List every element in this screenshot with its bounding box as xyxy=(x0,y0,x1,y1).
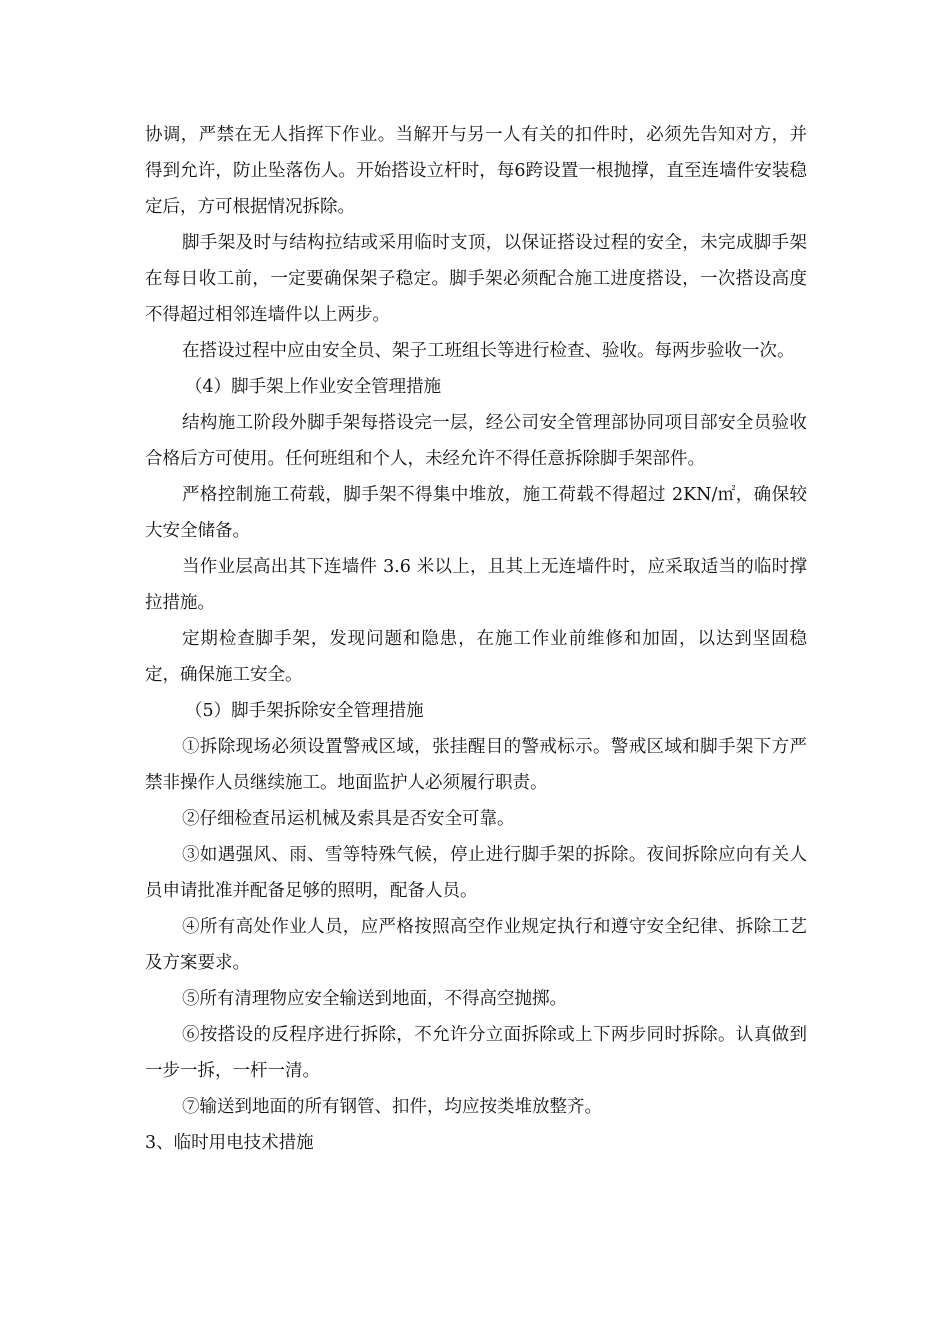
list-item-5: ⑤所有清理物应安全输送到地面，不得高空抛掷。 xyxy=(182,989,567,1009)
section-heading-5: （5）脚手架拆除安全管理措施 xyxy=(185,701,424,721)
list-item-2: ②仔细检查吊运机械及索具是否安全可靠。 xyxy=(182,809,515,829)
section-heading-4: （4）脚手架上作业安全管理措施 xyxy=(185,377,442,397)
list-item-4: ④所有高处作业人员，应严格按照高空作业规定执行和遵守安全纪律、拆除工艺及方案要求。 xyxy=(145,917,807,973)
list-item-7: ⑦输送到地面的所有钢管、扣件，均应按类堆放整齐。 xyxy=(182,1097,602,1117)
paragraph-scaffold-tie: 脚手架及时与结构拉结或采用临时支顶，以保证搭设过程的安全，未完成脚手架在每日收工前，一定要确保架子稳定。脚手架必须配合施工进度搭设，一次搭设高度不得超过相邻连墙件以上两步。 xyxy=(145,233,807,325)
list-item-1: ①拆除现场必须设置警戒区域，张挂醒目的警戒标示。警戒区域和脚手架下方严禁非操作人员继续施工。地面监护人必须履行职责。 xyxy=(145,737,807,793)
paragraph-periodic-check: 定期检查脚手架，发现问题和隐患，在施工作业前维修和加固，以达到坚固稳定，确保施工安全。 xyxy=(145,629,807,685)
document-body xyxy=(145,117,807,1161)
paragraph-acceptance: 结构施工阶段外脚手架每搭设完一层，经公司安全管理部协同项目部安全员验收合格后方可使用。任何班组和个人，未经允许不得任意拆除脚手架部件。 xyxy=(145,413,807,469)
paragraph-bracing: 当作业层高出其下连墙件 3.6 米以上，且其上无连墙件时，应采取适当的临时撑拉措施。 xyxy=(145,557,807,613)
paragraph-continuation: 协调，严禁在无人指挥下作业。当解开与另一人有关的扣件时，必须先告知对方，并得到允许，防止坠落伤人。开始搭设立杆时，每6跨设置一根抛撑，直至连墙件安装稳定后，方可根据情况拆除。 xyxy=(145,125,807,217)
list-item-6: ⑥按搭设的反程序进行拆除，不允许分立面拆除或上下两步同时拆除。认真做到一步一拆，一杆一清。 xyxy=(145,1025,807,1081)
list-item-3: ③如遇强风、雨、雪等特殊气候，停止进行脚手架的拆除。夜间拆除应向有关人员申请批准并配备足够的照明，配备人员。 xyxy=(145,845,807,901)
section-heading-3: 3、临时用电技术措施 xyxy=(145,1133,314,1153)
paragraph-inspection: 在搭设过程中应由安全员、架子工班组长等进行检查、验收。每两步验收一次。 xyxy=(182,341,795,361)
paragraph-load-control: 严格控制施工荷载，脚手架不得集中堆放，施工荷载不得超过 2KN/㎡，确保较大安全储备。 xyxy=(145,485,807,541)
